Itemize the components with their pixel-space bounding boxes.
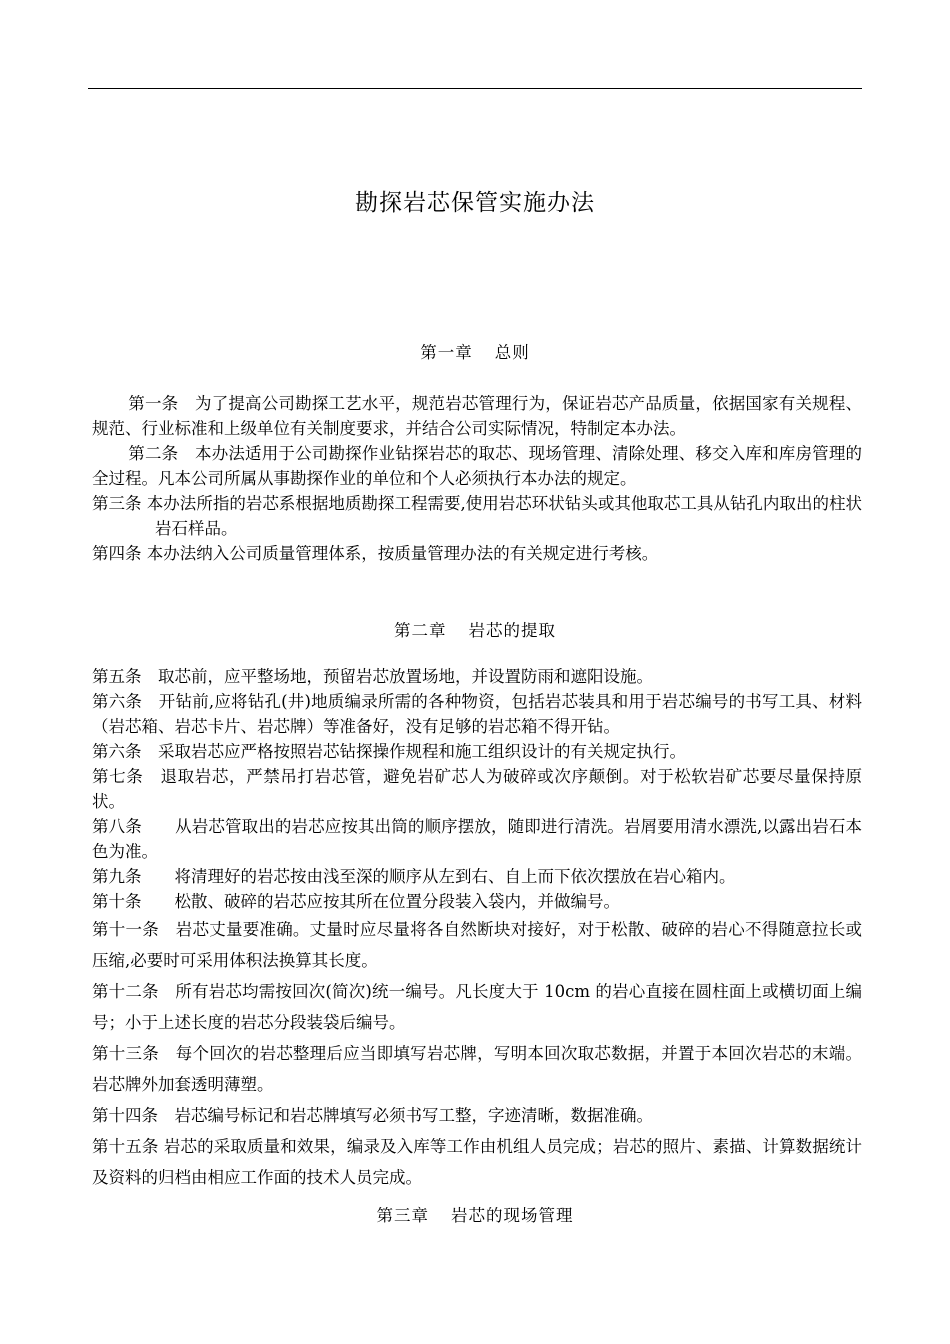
chapter-number: 第三章 — [376, 1206, 429, 1225]
article-6a: 第六条 开钻前,应将钻孔(井)地质编录所需的各种物资，包括岩芯装具和用于岩芯编号的书写工具、材料（岩芯箱、岩芯卡片、岩芯牌）等准备好，没有足够的岩芯箱不得开钻。 — [92, 692, 862, 736]
document-title: 勘探岩芯保管实施办法 — [355, 190, 595, 216]
article-12: 第十二条 所有岩芯均需按回次(简次)统一编号。凡长度大于 10cm 的岩心直接在圆柱面上或横切面上编号；小于上述长度的岩芯分段装袋后编号。 — [92, 982, 862, 1032]
article-13: 第十三条 每个回次的岩芯整理后应当即填写岩芯牌，写明本回次取芯数据，并置于本回次岩芯的末端。岩芯牌外加套透明薄塑。 — [92, 1044, 862, 1094]
article-4: 第四条 本办法纳入公司质量管理体系，按质量管理办法的有关规定进行考核。 — [92, 544, 659, 563]
chapter-2-body-cont — [92, 914, 862, 1193]
chapter-number: 第二章 — [394, 621, 447, 640]
chapter-name: 岩芯的现场管理 — [451, 1206, 574, 1225]
article-7: 第七条 退取岩芯，严禁吊打岩芯管，避免岩矿芯人为破碎或次序颠倒。对于松软岩矿芯要尽量保持原状。 — [92, 767, 862, 811]
article-11: 第十一条 岩芯丈量要准确。丈量时应尽量将各自然断块对接好，对于松散、破碎的岩心不得随意拉长或压缩,必要时可采用体积法换算其长度。 — [92, 920, 862, 970]
article-2: 第二条 本办法适用于公司勘探作业钻探岩芯的取芯、现场管理、清除处理、移交入库和库房管理的全过程。凡本公司所属从事勘探作业的单位和个人必须执行本办法的规定。 — [92, 444, 862, 488]
chapter-heading-3 — [0, 1202, 950, 1226]
header-rule — [88, 88, 862, 89]
chapter-heading-1 — [0, 339, 950, 363]
article-10: 第十条 松散、破碎的岩芯应按其所在位置分段装入袋内，并做编号。 — [92, 892, 620, 911]
article-9: 第九条 将清理好的岩芯按由浅至深的顺序从左到右、自上而下依次摆放在岩心箱内。 — [92, 867, 736, 886]
article-6b: 第六条 采取岩芯应严格按照岩芯钻探操作规程和施工组织设计的有关规定执行。 — [92, 742, 686, 761]
chapter-heading-2 — [0, 617, 950, 641]
chapter-2-body — [92, 664, 862, 914]
article-8: 第八条 从岩芯管取出的岩芯应按其出筒的顺序摆放，随即进行清洗。岩屑要用清水漂洗,以露出岩石本色为准。 — [92, 817, 862, 861]
article-1: 第一条 为了提高公司勘探工艺水平，规范岩芯管理行为，保证岩芯产品质量，依据国家有关规程、规范、行业标准和上级单位有关制度要求，并结合公司实际情况，特制定本办法。 — [92, 394, 862, 438]
chapter-name: 岩芯的提取 — [468, 621, 556, 640]
article-14: 第十四条 岩芯编号标记和岩芯牌填写必须书写工整，字迹清晰，数据准确。 — [92, 1106, 653, 1125]
article-3: 第三条 本办法所指的岩芯系根据地质勘探工程需要,使用岩芯环状钻头或其他取芯工具从钻孔内取出的柱状岩石样品。 — [92, 494, 862, 538]
article-5: 第五条 取芯前，应平整场地，预留岩芯放置场地，并设置防雨和遮阳设施。 — [92, 667, 653, 686]
article-15: 第十五条 岩芯的采取质量和效果，编录及入库等工作由机组人员完成；岩芯的照片、素描、计算数据统计及资料的归档由相应工作面的技术人员完成。 — [92, 1137, 862, 1187]
chapter-number: 第一章 — [420, 343, 473, 362]
chapter-name: 总则 — [494, 343, 530, 362]
chapter-1-body — [92, 391, 862, 566]
